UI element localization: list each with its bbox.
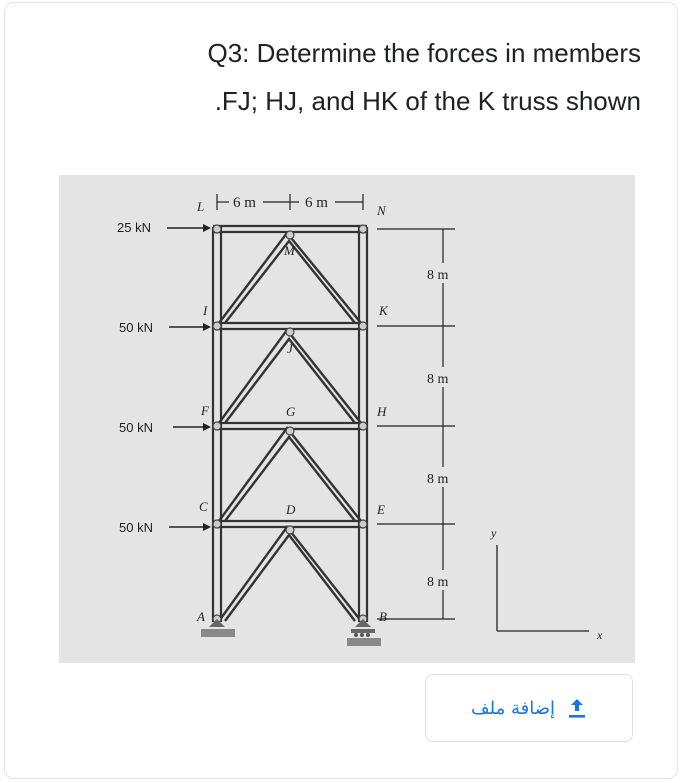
truss-chords — [213, 226, 367, 527]
load-label-2: 50 kN — [119, 320, 153, 335]
height-label-1: 8 m — [427, 268, 449, 283]
truss-columns — [213, 227, 367, 622]
add-file-button[interactable] — [425, 674, 633, 742]
truss-figure — [59, 175, 635, 663]
node-label-e: E — [377, 502, 385, 517]
right-dimension — [377, 229, 455, 619]
axis-label-x: x — [597, 628, 603, 642]
node-label-l: L — [197, 199, 205, 214]
question-text — [45, 29, 641, 125]
node-label-m: M — [284, 243, 295, 258]
load-label-4: 50 kN — [119, 520, 153, 535]
span-label-2: 6 m — [305, 195, 328, 211]
height-label-2: 8 m — [427, 372, 449, 387]
node-label-j: J — [287, 341, 293, 356]
node-label-d: D — [286, 502, 296, 517]
question-card — [4, 2, 678, 779]
load-label-top: 25 kN — [117, 220, 151, 235]
node-label-h: H — [377, 404, 387, 419]
height-label-3: 8 m — [427, 472, 449, 487]
load-arrows — [167, 224, 211, 531]
upload-icon — [567, 697, 587, 719]
node-label-g: G — [286, 404, 296, 419]
xy-axes — [497, 545, 589, 631]
span-label-1: 6 m — [233, 195, 256, 211]
question-line-2: .FJ; HJ, and HK of the K truss shown — [214, 86, 641, 116]
node-label-a: A — [197, 609, 205, 624]
add-file-label: إضافة ملف — [471, 697, 555, 719]
node-label-b: B — [379, 609, 387, 624]
truss-diagram — [59, 175, 635, 663]
support-a — [201, 619, 235, 637]
node-label-f: F — [201, 403, 209, 418]
node-label-k: K — [379, 303, 388, 318]
node-label-c: C — [199, 499, 208, 514]
load-label-3: 50 kN — [119, 420, 153, 435]
axis-label-y: y — [491, 526, 497, 540]
height-label-4: 8 m — [427, 575, 449, 590]
support-b — [347, 619, 381, 646]
question-line-1: Q3: Determine the forces in members — [207, 38, 641, 68]
node-label-i: I — [203, 303, 208, 318]
node-label-n: N — [377, 203, 386, 218]
